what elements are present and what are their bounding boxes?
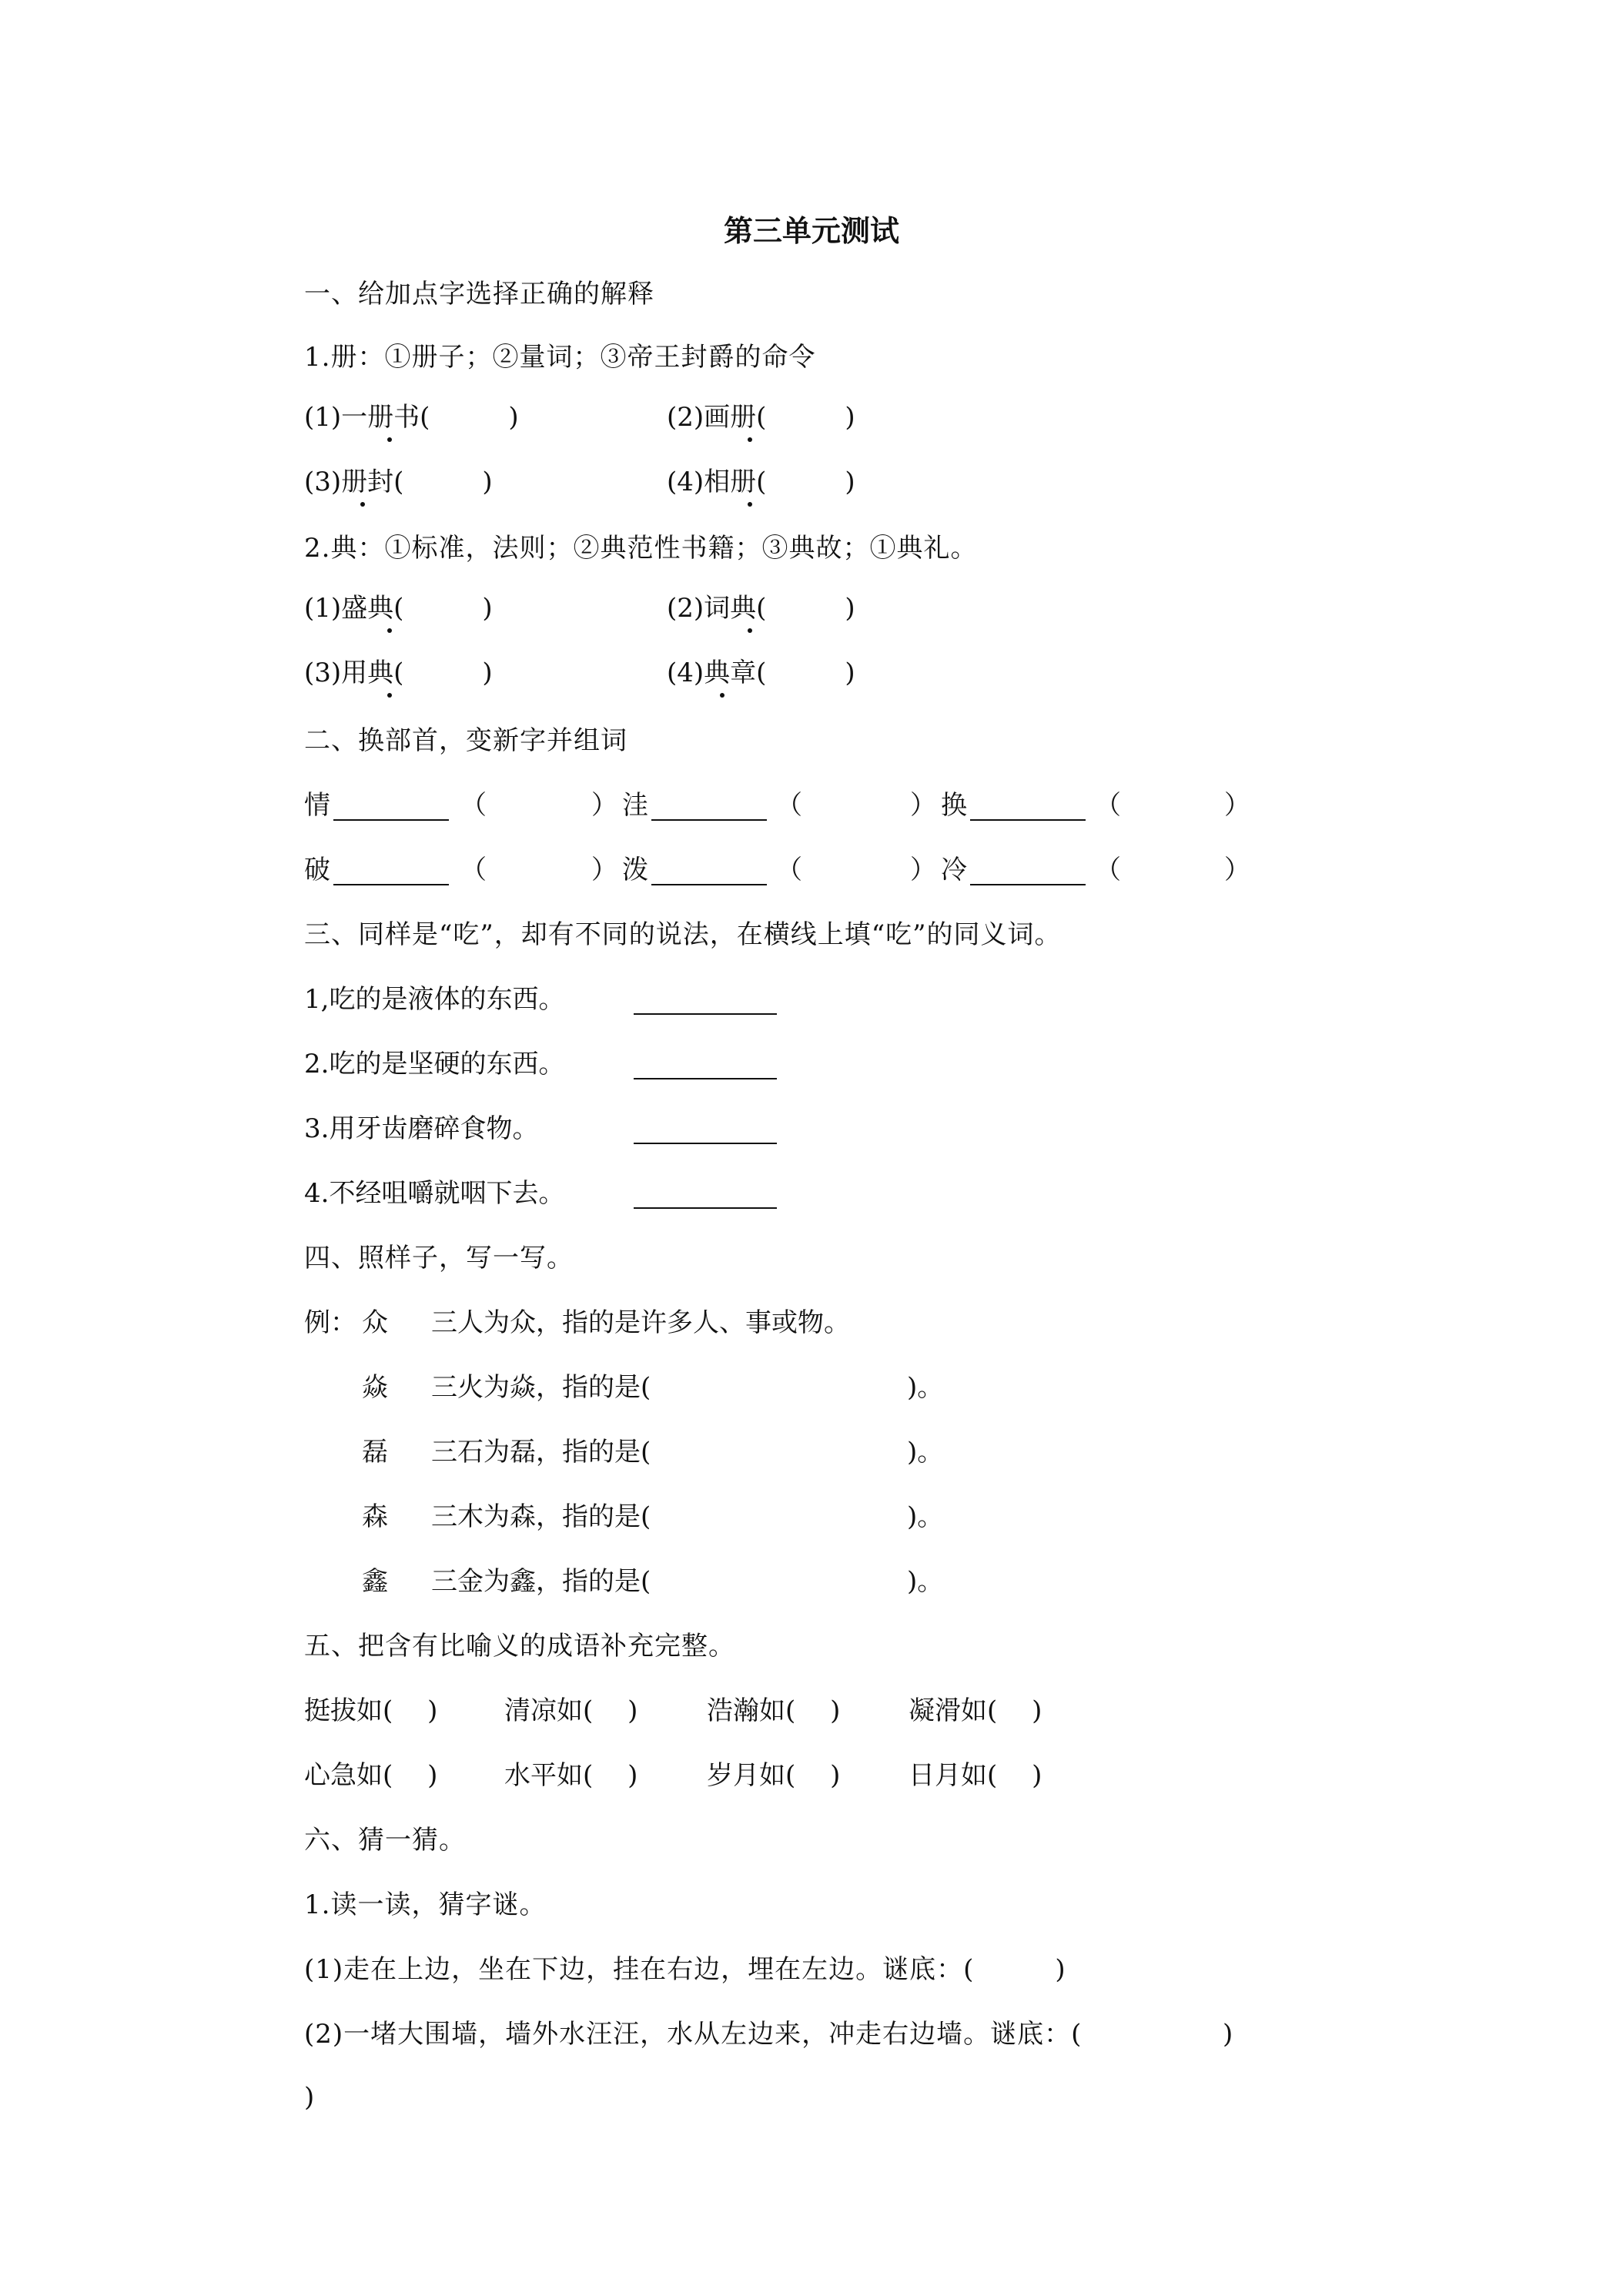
- triple-close: )。: [907, 1501, 944, 1532]
- triple-prompt: 三火为焱，指的是(: [431, 1372, 651, 1403]
- emphasis-dot: [748, 437, 752, 442]
- paren-open: （: [776, 855, 802, 885]
- section-5-heading: 五、把含有比喻义的成语补充完整。: [304, 1631, 735, 1662]
- idiom-item: 挺拔如( ): [304, 1695, 438, 1726]
- paren-open: （: [1095, 855, 1121, 885]
- q1-item-3: (3)册封( ): [304, 467, 493, 497]
- triple-close: )。: [907, 1566, 944, 1597]
- answer-blank[interactable]: [634, 990, 777, 1015]
- riddle-instruction: 1.读一读，猜字谜。: [304, 1889, 547, 1920]
- synonym-prompt-3: 3.用牙齿磨碎食物。: [304, 1113, 539, 1144]
- answer-blank[interactable]: [651, 796, 767, 821]
- idiom-item: 心急如( ): [304, 1760, 438, 1791]
- riddle-1: (1)走在上边，坐在下边，挂在右边，埋在左边。谜底：( ): [304, 1954, 1066, 1985]
- idiom-item: 日月如( ): [909, 1760, 1042, 1791]
- emphasis-dot: [360, 502, 365, 507]
- triple-char: 鑫: [362, 1566, 388, 1597]
- idiom-item: 浩瀚如( ): [707, 1695, 841, 1726]
- emphasis-dot: [387, 693, 392, 698]
- paren-close: ）: [1224, 790, 1250, 821]
- radical-char-1: 情: [304, 790, 330, 821]
- triple-close: )。: [907, 1437, 944, 1468]
- section-3-heading: 三、同样是“吃”，却有不同的说法，在横线上填“吃”的同义词。: [304, 919, 1062, 950]
- paren-open: （: [1095, 790, 1121, 821]
- q2-item-3: (3)用典( ): [304, 658, 493, 688]
- section-1-heading: 一、给加点字选择正确的解释: [304, 279, 654, 310]
- answer-blank[interactable]: [970, 796, 1086, 821]
- q1-item-2: (2)画册( ): [667, 402, 855, 433]
- answer-blank[interactable]: [333, 861, 449, 885]
- triple-close: )。: [907, 1372, 944, 1403]
- q1-definitions: 1.册：①册子；②量词；③帝王封爵的命令: [304, 342, 816, 373]
- radical-char-6: 冷: [941, 855, 967, 885]
- example-label: 例：: [304, 1307, 356, 1338]
- q2-item-1: (1)盛典( ): [304, 593, 493, 624]
- paren-open: （: [460, 855, 487, 885]
- radical-char-5: 泼: [622, 855, 648, 885]
- emphasis-dot: [720, 693, 724, 698]
- answer-blank[interactable]: [970, 861, 1086, 885]
- triple-char: 森: [362, 1501, 388, 1532]
- paren-open: （: [776, 790, 802, 821]
- page-title: 第三单元测试: [723, 214, 899, 248]
- answer-blank[interactable]: [333, 796, 449, 821]
- emphasis-dot: [387, 628, 392, 633]
- synonym-prompt-2: 2.吃的是坚硬的东西。: [304, 1049, 565, 1079]
- paren-close: ）: [910, 855, 936, 885]
- answer-blank[interactable]: [651, 861, 767, 885]
- synonym-prompt-4: 4.不经咀嚼就咽下去。: [304, 1178, 565, 1209]
- emphasis-dot: [748, 502, 752, 507]
- paren-close: ）: [591, 790, 617, 821]
- q2-definitions: 2.典：①标准，法则；②典范性书籍；③典故；①典礼。: [304, 533, 978, 564]
- riddle-2: (2)一堵大围墙，墙外水汪汪，水从左边来，冲走右边墙。谜底：(: [304, 2019, 1083, 2050]
- idiom-item: 水平如( ): [504, 1760, 638, 1791]
- q2-item-2: (2)词典( ): [667, 593, 855, 624]
- section-2-heading: 二、换部首，变新字并组词: [304, 725, 627, 756]
- answer-blank[interactable]: [634, 1055, 777, 1079]
- triple-char: 磊: [362, 1437, 388, 1468]
- radical-char-4: 破: [304, 855, 330, 885]
- paren-close: ）: [910, 790, 936, 821]
- emphasis-dot: [387, 437, 392, 442]
- answer-blank[interactable]: [634, 1120, 777, 1144]
- paren-open: （: [460, 790, 487, 821]
- example-text: 三人为众，指的是许多人、事或物。: [431, 1307, 850, 1338]
- paren-close: ）: [591, 855, 617, 885]
- synonym-prompt-1: 1,吃的是液体的东西。: [304, 984, 565, 1015]
- radical-char-3: 换: [941, 790, 967, 821]
- q2-item-4: (4)典章( ): [667, 658, 855, 688]
- example-char: 众: [362, 1307, 388, 1338]
- riddle-2-wrap: ): [304, 2082, 316, 2113]
- triple-prompt: 三石为磊，指的是(: [431, 1437, 651, 1468]
- emphasis-dot: [748, 628, 752, 633]
- triple-prompt: 三木为森，指的是(: [431, 1501, 651, 1532]
- section-4-heading: 四、照样子，写一写。: [304, 1243, 574, 1274]
- q1-item-1: (1)一册书( ): [304, 402, 519, 433]
- section-6-heading: 六、猜一猜。: [304, 1825, 466, 1856]
- paren-close: ）: [1224, 855, 1250, 885]
- triple-prompt: 三金为鑫，指的是(: [431, 1566, 651, 1597]
- answer-blank[interactable]: [634, 1184, 777, 1209]
- q1-item-4: (4)相册( ): [667, 467, 855, 497]
- triple-char: 焱: [362, 1372, 388, 1403]
- idiom-item: 凝滑如( ): [909, 1695, 1042, 1726]
- radical-char-2: 洼: [622, 790, 648, 821]
- idiom-item: 岁月如( ): [707, 1760, 841, 1791]
- riddle-2-paren-close: ): [1223, 2019, 1233, 2050]
- idiom-item: 清凉如( ): [504, 1695, 638, 1726]
